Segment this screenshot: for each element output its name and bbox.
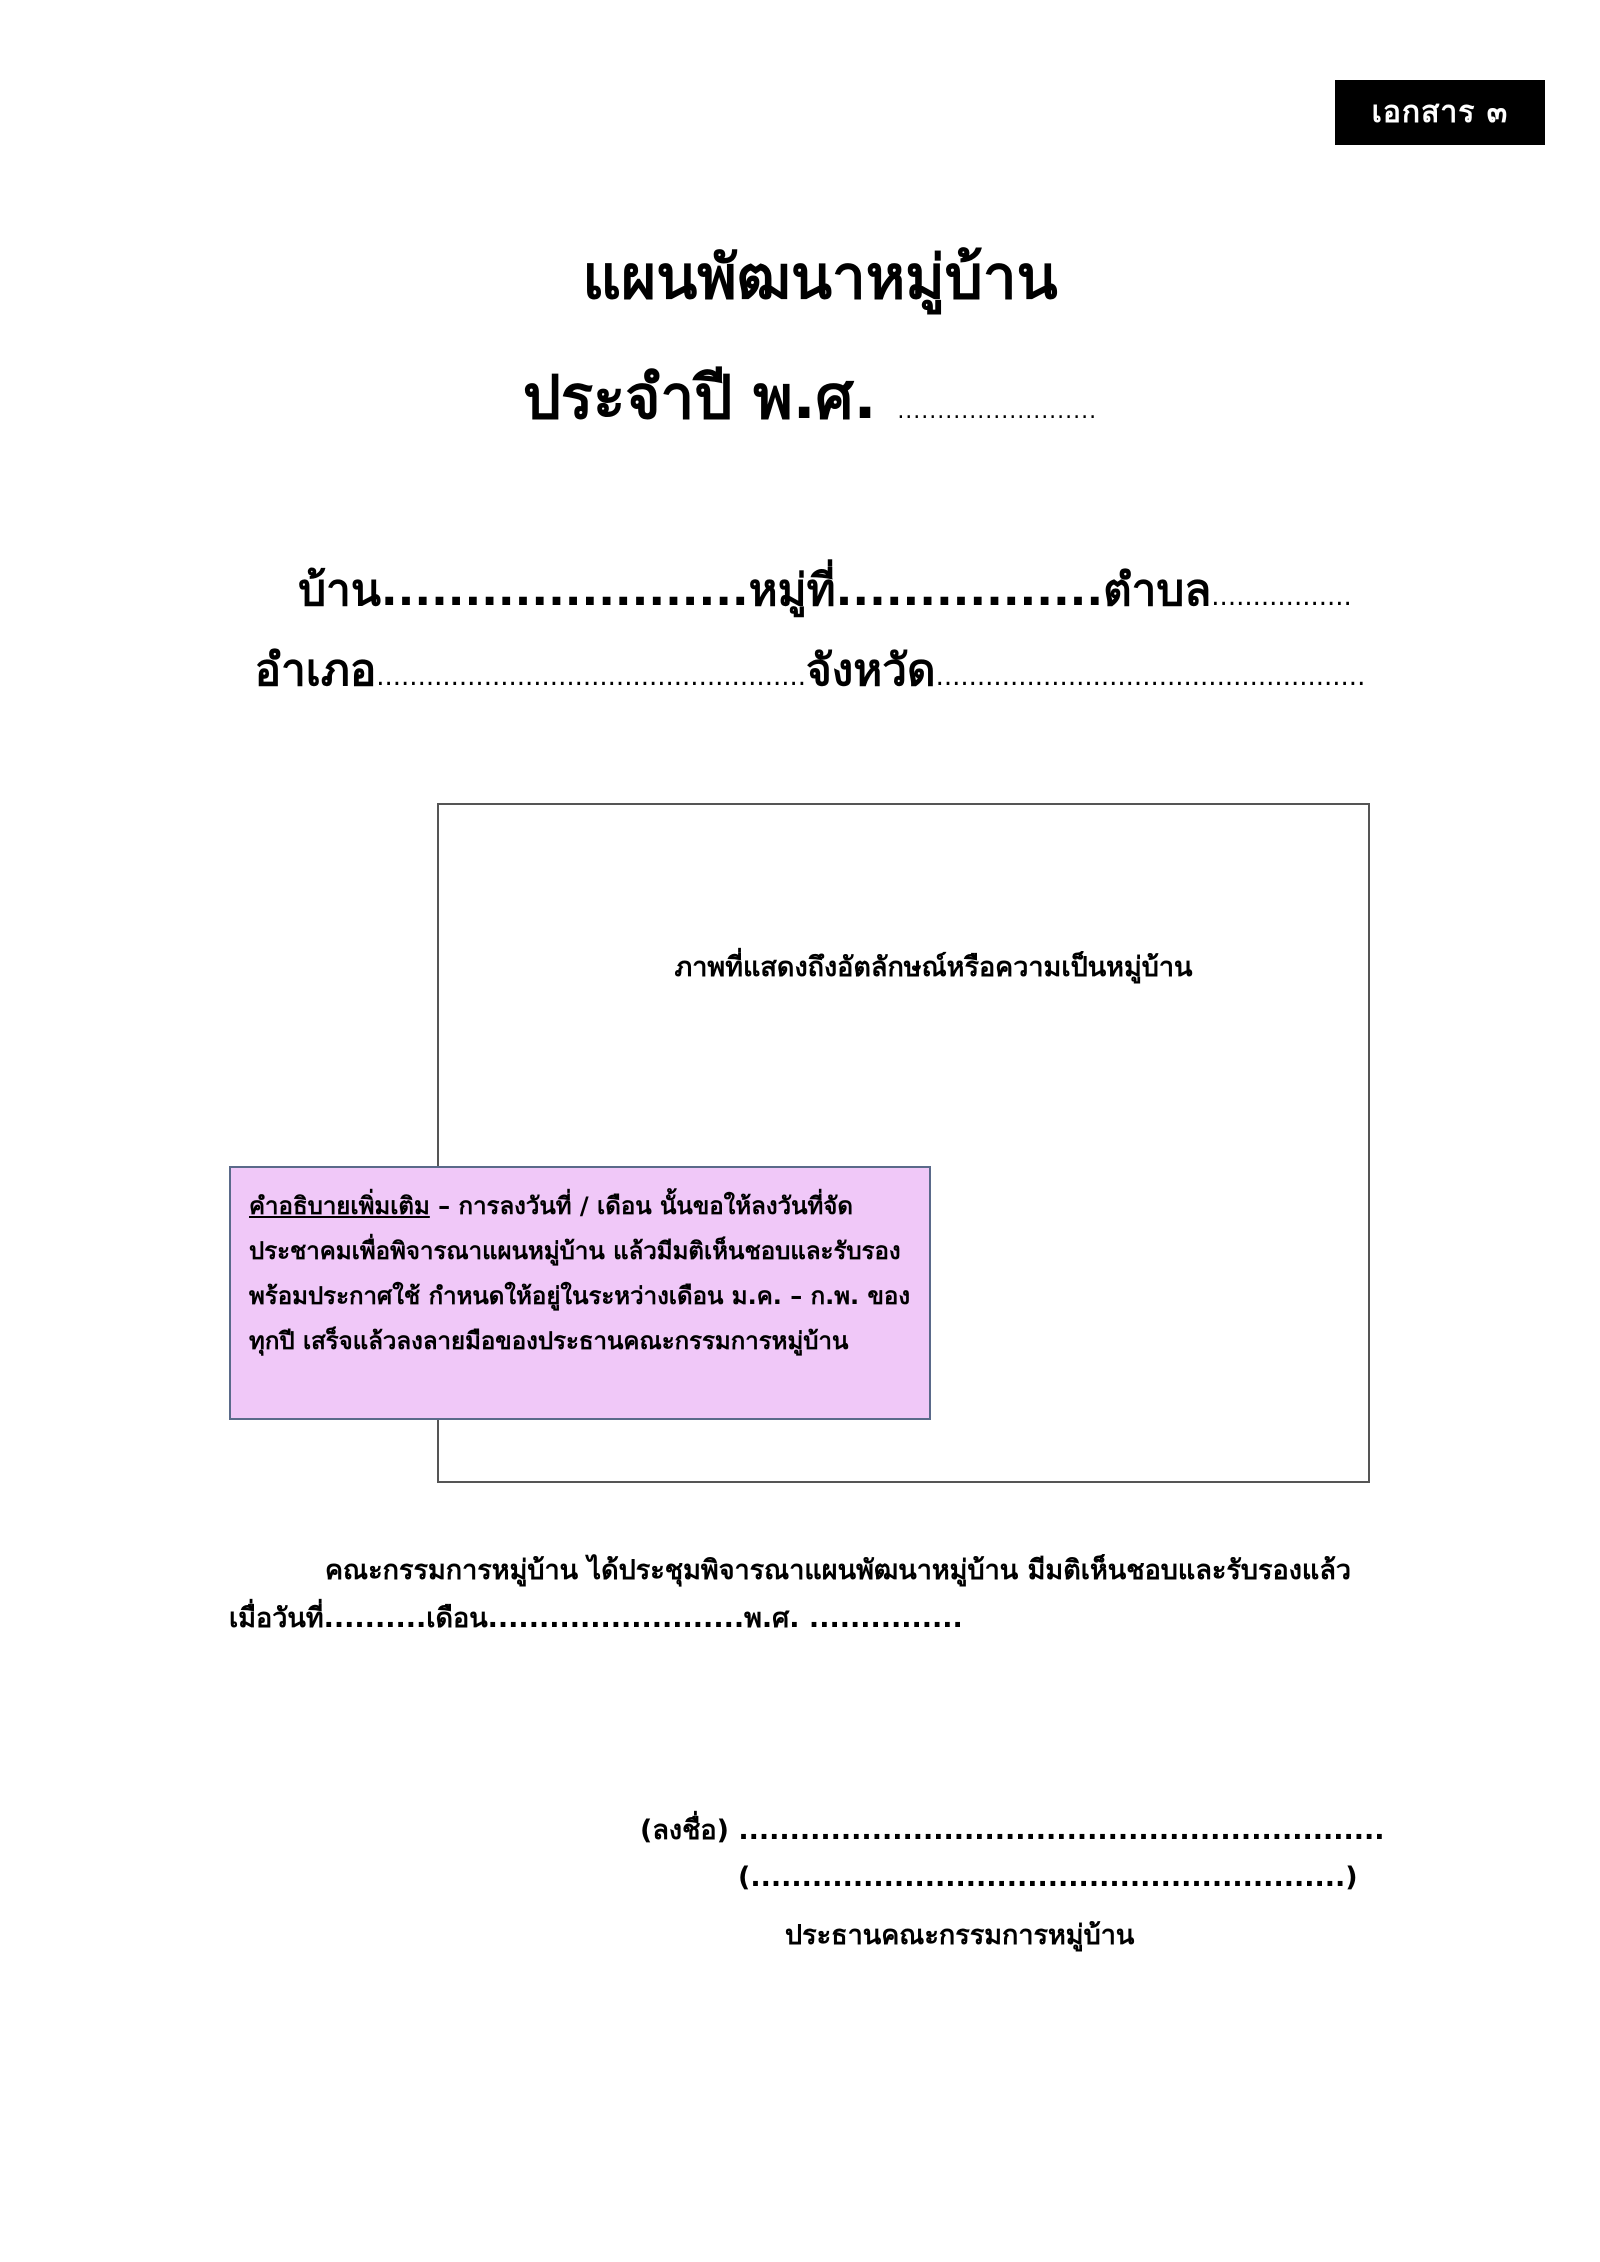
document-tag: เอกสาร ๓ xyxy=(1335,80,1545,145)
image-caption: ภาพที่แสดงถึงอัตลักษณ์หรือความเป็นหมู่บ้าน xyxy=(674,952,1193,983)
village-blank: ...................... xyxy=(380,565,749,616)
signature-position: ประธานคณะกรรมการหมู่บ้าน xyxy=(785,1920,1135,1951)
village-label: บ้าน xyxy=(298,565,381,616)
resolution-text: คณะกรรมการหมู่บ้าน ได้ประชุมพิจารณาแผนพัฒนาหมู่บ้าน มีมติเห็นชอบและรับรองแล้ว เมื่อวันที่..........เดือน.........................พ.ศ. ............... xyxy=(229,1555,1352,1634)
amphoe-blank: .................................................... xyxy=(376,662,807,692)
tambon-blank: ................. xyxy=(1211,582,1352,612)
amphoe-label: อำเภอ xyxy=(254,645,377,696)
signature-name-line: (..........................................................) xyxy=(738,1862,1358,1893)
plan-year-line xyxy=(0,350,1600,445)
page-title: แผนพัฒนาหมู่บ้าน xyxy=(582,243,1058,313)
province-blank: .................................................... xyxy=(935,662,1366,692)
moo-blank: ................ xyxy=(835,565,1104,616)
plan-year-label: ประจำปี พ.ศ. xyxy=(522,363,877,433)
plan-year-blank: ......................... xyxy=(897,399,1098,424)
note-body: – การลงวันที่ / เดือน นั้นขอให้ลงวันที่จัดประชาคมเพื่อพิจารณาแผนหมู่บ้าน แล้วมีมติเห็นชอบและรับรอง พร้อมประกาศใช้ กำหนดให้อยู่ในระหว่างเดือน ม.ค. – ก.พ. ของทุกปี เสร็จแล้วลงลายมือของประธานคณะกรรมการหมู่บ้าน xyxy=(249,1192,911,1355)
resolution-paragraph xyxy=(229,1547,1379,1643)
tambon-label: ตำบล xyxy=(1103,565,1212,616)
location-line-2 xyxy=(0,635,1600,705)
location-line-1 xyxy=(0,555,1600,625)
province-label: จังหวัด xyxy=(806,645,936,696)
note-title: คำอธิบายเพิ่มเติม xyxy=(249,1192,430,1220)
moo-label: หมู่ที่ xyxy=(748,565,836,616)
additional-note-box xyxy=(229,1166,931,1420)
signature-line: (ลงชื่อ) ............................................................... xyxy=(640,1815,1385,1846)
